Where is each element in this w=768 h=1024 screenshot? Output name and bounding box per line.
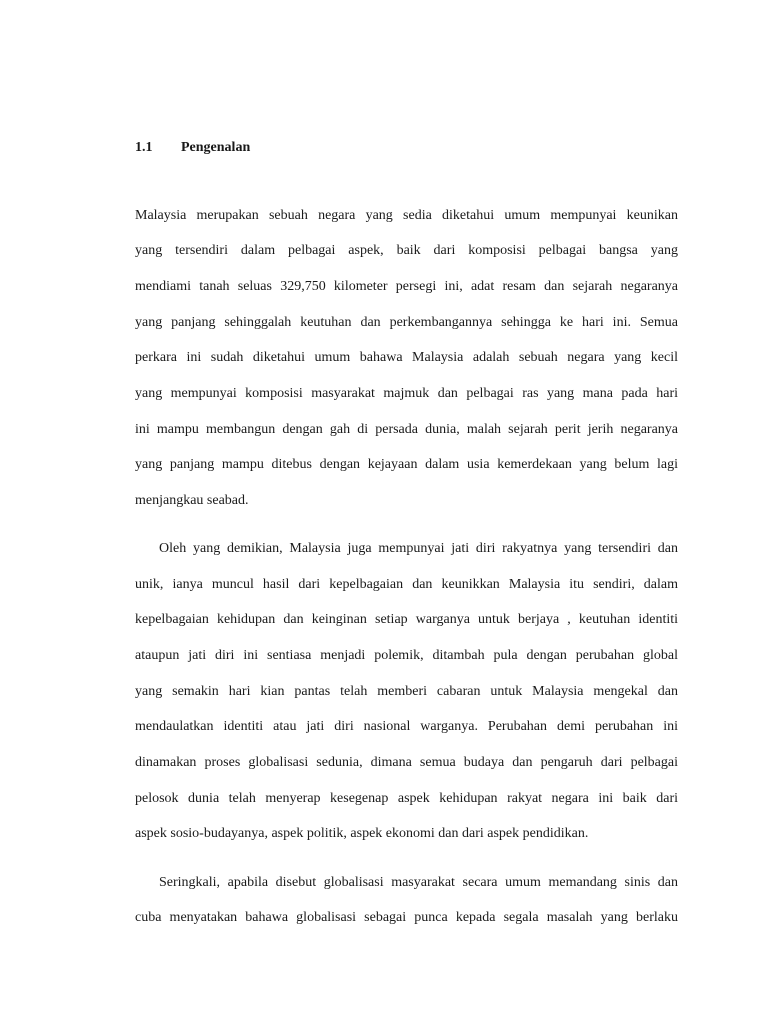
paragraph-2-line: ataupun jati diri ini sentiasa menjadi polemik, ditambah pula dengan perubahan global <box>135 648 678 663</box>
paragraph-1-line: Malaysia merupakan sebuah negara yang sedia diketahui umum mempunyai keunikan <box>135 208 678 223</box>
paragraph-1-line: menjangkau seabad. <box>135 493 249 508</box>
paragraph-1-line: yang panjang sehinggalah keutuhan dan perkembangannya sehingga ke hari ini. Semua <box>135 315 678 330</box>
section-number: 1.1 <box>135 140 153 155</box>
paragraph-2-line: kepelbagaian kehidupan dan keinginan setiap warganya untuk berjaya , keutuhan identiti <box>135 612 678 627</box>
paragraph-1-line: mendiami tanah seluas 329,750 kilometer persegi ini, adat resam dan sejarah negaranya <box>135 279 678 294</box>
paragraph-2-line: aspek sosio-budayanya, aspek politik, aspek ekonomi dan dari aspek pendidikan. <box>135 826 589 841</box>
paragraph-3-line: Seringkali, apabila disebut globalisasi masyarakat secara umum memandang sinis dan <box>159 875 678 890</box>
paragraph-2-line: dinamakan proses globalisasi sedunia, dimana semua budaya dan pengaruh dari pelbagai <box>135 755 678 770</box>
paragraph-2-line: yang semakin hari kian pantas telah memberi cabaran untuk Malaysia mengekal dan <box>135 684 678 699</box>
paragraph-1-line: yang mempunyai komposisi masyarakat majmuk dan pelbagai ras yang mana pada hari <box>135 386 678 401</box>
section-heading <box>135 139 250 157</box>
paragraph-2-line: mendaulatkan identiti atau jati diri nasional warganya. Perubahan demi perubahan ini <box>135 719 678 734</box>
paragraph-3-line: cuba menyatakan bahawa globalisasi sebagai punca kepada segala masalah yang berlaku <box>135 910 678 925</box>
paragraph-2-line: Oleh yang demikian, Malaysia juga mempunyai jati diri rakyatnya yang tersendiri dan <box>159 541 678 556</box>
paragraph-2-line: pelosok dunia telah menyerap kesegenap aspek kehidupan rakyat negara ini baik dari <box>135 791 678 806</box>
paragraph-1-line: yang panjang mampu ditebus dengan kejayaan dalam usia kemerdekaan yang belum lagi <box>135 457 678 472</box>
paragraph-1-line: perkara ini sudah diketahui umum bahawa Malaysia adalah sebuah negara yang kecil <box>135 350 678 365</box>
section-title: Pengenalan <box>181 140 251 155</box>
paragraph-1-line: yang tersendiri dalam pelbagai aspek, baik dari komposisi pelbagai bangsa yang <box>135 243 678 258</box>
paragraph-2-line: unik, ianya muncul hasil dari kepelbagaian dan keunikkan Malaysia itu sendiri, dalam <box>135 577 678 592</box>
paragraph-1-line: ini mampu membangun dengan gah di persada dunia, malah sejarah perit jerih negaranya <box>135 422 678 437</box>
